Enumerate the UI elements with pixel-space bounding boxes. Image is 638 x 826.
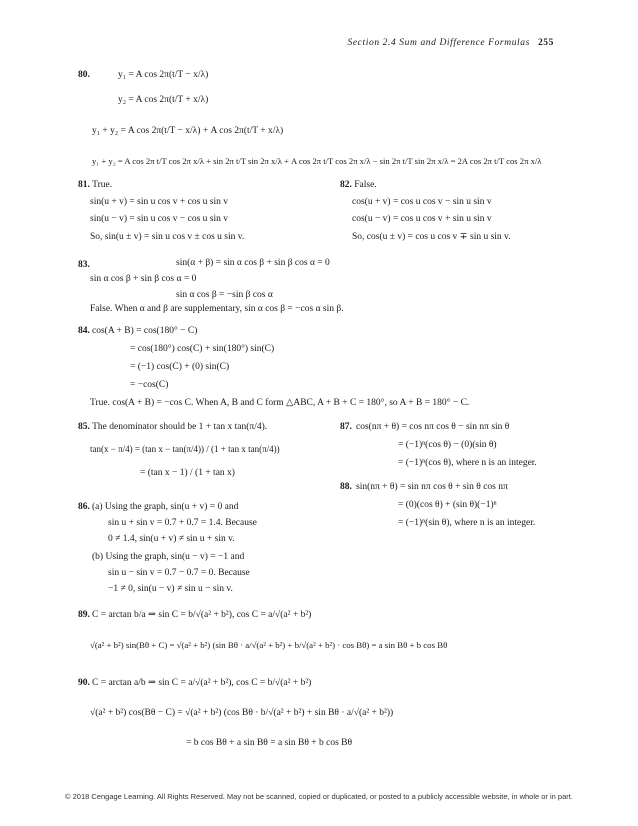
equation-line: √(a² + b²) cos(Bθ − C) = √(a² + b²) (cos Bθ · b/√(a² + b²) + sin Bθ · a/√(a² + b²)) [90,708,394,718]
equation-line: sin(u − v) = sin u cos v − cos u sin v [90,214,228,224]
problem-number: 84. [78,326,90,336]
page-number: 255 [537,38,554,48]
problem-number: 80. [78,70,90,80]
equation-line: = cos(180°) cos(C) + sin(180°) sin(C) [130,344,275,354]
answer-text: True. [92,180,113,190]
running-header [348,38,554,48]
problem-number: 90. [78,678,90,688]
equation-line: = b cos Bθ + a sin Bθ = a sin Bθ + b cos Bθ [186,738,353,748]
equation-line: cos(A + B) = cos(180° − C) [92,326,198,336]
equation-line: = (−1)ⁿ(cos θ) − (0)(sin θ) [398,440,497,450]
equation-line: sin u − sin v = 0.7 − 0.7 = 0. Because [108,568,250,578]
copyright-footer: © 2018 Cengage Learning. All Rights Reserved. May not be scanned, copied or duplicated, or posted to a publicly accessible website, in whole or in part. [65,792,573,801]
equation-line: = (0)(cos θ) + (sin θ)(−1)ⁿ [398,500,497,510]
equation-line: 0 ≠ 1.4, sin(u + v) ≠ sin u + sin v. [108,534,235,544]
equation-line: (a) Using the graph, sin(u + v) = 0 and [92,502,239,512]
equation-line: C = arctan a/b ⇒ sin C = a/√(a² + b²), cos C = b/√(a² + b²) [92,678,312,688]
equation-line: = −cos(C) [130,380,169,390]
equation-line: sin u + sin v = 0.7 + 0.7 = 1.4. Because [108,518,257,528]
equation-line: cos(u + v) = cos u cos v − sin u sin v [352,197,492,207]
equation-line: So, sin(u ± v) = sin u cos v ± cos u sin v. [90,232,245,242]
problem-number: 87. [340,422,352,432]
equation-line: y₁ = A cos 2π(t/T − x/λ) [118,70,209,80]
equation-line: tan(x − π/4) = (tan x − tan(π/4)) / (1 + tan x tan(π/4)) [90,444,280,454]
equation-line: y₁ + y₂ = A cos 2π(t/T − x/λ) + A cos 2π(t/T + x/λ) [92,126,284,136]
equation-line: sin α cos β + sin β cos α = 0 [90,274,197,284]
equation-line: sin α cos β = −sin β cos α [176,290,273,300]
equation-line: = (−1) cos(C) + (0) sin(C) [130,362,230,372]
equation-line: True. cos(A + B) = −cos C. When A, B and C form △ABC, A + B + C = 180°, so A + B = 180° − C. [90,398,470,408]
problem-number: 86. [78,502,90,512]
equation-line: C = arctan b/a ⇒ sin C = b/√(a² + b²), cos C = a/√(a² + b²) [92,610,312,620]
equation-line: So, cos(u ± v) = cos u cos v ∓ sin u sin v. [352,232,511,242]
equation-line: sin(α + β) = sin α cos β + sin β cos α = 0 [176,258,330,268]
equation-line: −1 ≠ 0, sin(u − v) ≠ sin u − sin v. [108,584,233,594]
answer-text: False. [354,180,377,190]
equation-line: (b) Using the graph, sin(u − v) = −1 and [92,552,245,562]
problem-85-header [78,422,267,433]
problem-number: 83. [78,260,90,270]
equation-line: sin(u + v) = sin u cos v + cos u sin v [90,197,228,207]
problem-number: 82. [340,180,352,190]
problem-number: 85. [78,422,90,432]
equation-line: = (tan x − 1) / (1 + tan x) [140,468,235,478]
problem-81-header [78,180,112,191]
equation-line: The denominator should be 1 + tan x tan(π/4). [92,422,268,432]
section-title: Section 2.4 Sum and Difference Formulas [347,38,530,48]
equation-line: cos(u − v) = cos u cos v + sin u sin v [352,214,492,224]
equation-line: y₁ + y₂ = A cos 2π t/T cos 2π x/λ + sin 2π t/T sin 2π x/λ + A cos 2π t/T cos 2π x/λ − sin 2π t/T sin 2π x/λ = 2A cos 2π t/T cos 2π x/λ [92,156,542,166]
problem-number: 81. [78,180,90,190]
equation-line: = (−1)ⁿ(sin θ), where n is an integer. [398,518,536,528]
equation-line: √(a² + b²) sin(Bθ + C) = √(a² + b²) (sin Bθ · a/√(a² + b²) + b/√(a² + b²) · cos Bθ) = a sin Bθ + b cos Bθ [90,640,448,650]
problem-82-header [340,180,377,191]
equation-line: cos(nπ + θ) = cos nπ cos θ − sin nπ sin θ [356,422,510,432]
equation-line: sin(nπ + θ) = sin nπ cos θ + sin θ cos nπ [356,482,508,492]
equation-line: y₂ = A cos 2π(t/T + x/λ) [118,95,209,105]
problem-number: 88. [340,482,352,492]
equation-line: False. When α and β are supplementary, sin α cos β = −cos α sin β. [90,304,344,314]
equation-line: = (−1)ⁿ(cos θ), where n is an integer. [398,458,537,468]
problem-number: 89. [78,610,90,620]
